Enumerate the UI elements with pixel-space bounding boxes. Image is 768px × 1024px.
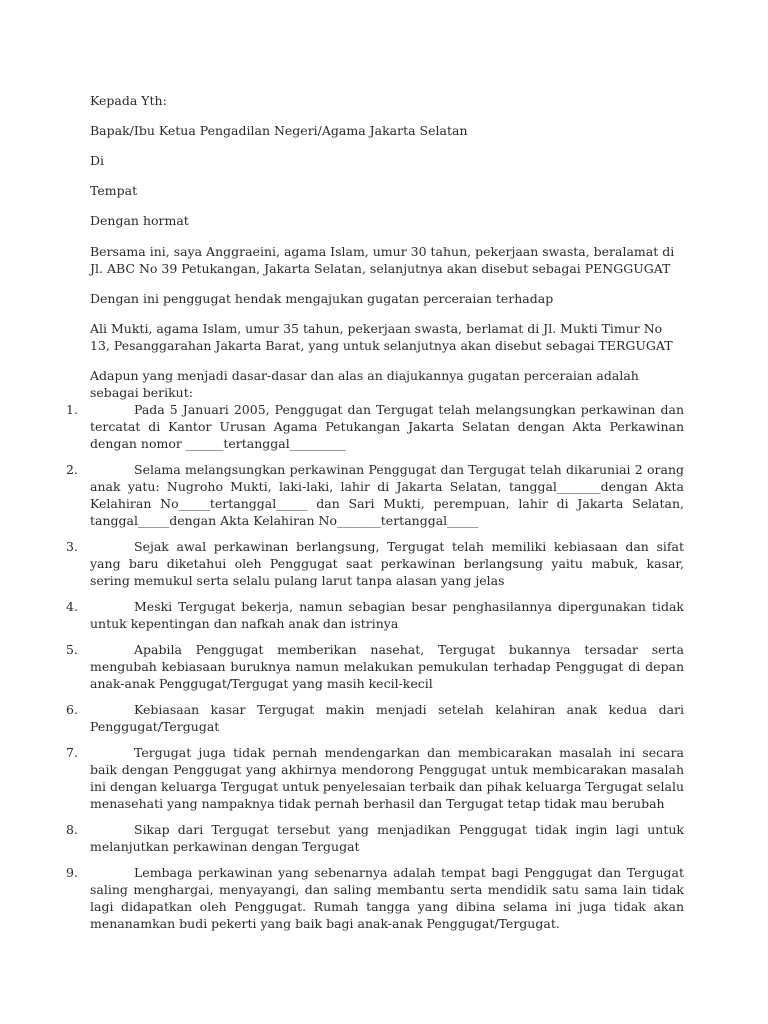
item-text: Sejak awal perkawinan berlangsung, Tergugat telah memiliki kebiasaan dan sifat yang baru diketahui oleh Penggugat saat perkawinan berlangsung yaitu mabuk, kasar, sering memukul serta selalu pulang larut tanpa alasan yang jelas bbox=[90, 539, 684, 588]
item-text: Apabila Penggugat memberikan nasehat, Tergugat bukannya tersadar serta mengubah kebiasaan buruknya namun melakukan pemukulan terhadap Penggugat di depan anak-anak Penggugat/Tergugat yang masih kecil-kecil bbox=[90, 642, 684, 691]
addressee-line: Kepada Yth: bbox=[90, 93, 167, 108]
list-item bbox=[66, 641, 684, 692]
item-number: 3. bbox=[66, 539, 78, 554]
list-item bbox=[66, 744, 684, 812]
item-text: Sikap dari Tergugat tersebut yang menjadikan Penggugat tidak ingin lagi untuk melanjutkan perkawinan dengan Tergugat bbox=[90, 822, 684, 854]
defendant-paragraph: Ali Mukti, agama Islam, umur 35 tahun, pekerjaan swasta, berlamat di Jl. Mukti Timur No 13, Pesanggarahan Jakarta Barat, yang untuk selanjutnya akan disebut sebagai TERGUGAT bbox=[90, 321, 673, 353]
item-text: Kebiasaan kasar Tergugat makin menjadi setelah kelahiran anak kedua dari Penggugat/Tergugat bbox=[90, 702, 684, 734]
di-line: Di bbox=[90, 153, 105, 168]
item-text: Pada 5 Januari 2005, Penggugat dan Tergugat telah melangsungkan perkawinan dan tercatat di Kantor Urusan Agama Petukangan Jakarta Selatan dengan Akta Perkawinan dengan nomor ______tertanggal_________ bbox=[90, 402, 684, 451]
list-item bbox=[66, 598, 684, 632]
item-number: 1. bbox=[66, 402, 78, 417]
grounds-list bbox=[66, 401, 684, 932]
item-number: 2. bbox=[66, 462, 78, 477]
list-item bbox=[66, 538, 684, 589]
place-line: Tempat bbox=[90, 183, 138, 198]
greeting-line: Dengan hormat bbox=[90, 213, 189, 228]
item-number: 5. bbox=[66, 642, 78, 657]
list-item bbox=[66, 821, 684, 855]
item-number: 6. bbox=[66, 702, 78, 717]
list-item bbox=[66, 461, 684, 529]
item-number: 7. bbox=[66, 745, 78, 760]
statement-paragraph: Dengan ini penggugat hendak mengajukan gugatan perceraian terhadap bbox=[90, 291, 554, 306]
item-text: Lembaga perkawinan yang sebenarnya adalah tempat bagi Penggugat dan Tergugat saling menghargai, menyayangi, dan saling membantu serta mendidik satu sama lain tidak lagi didapatkan oleh Penggugat. Rumah tangga yang dibina selama ini juga tidak akan menanamkan budi pekerti yang baik bagi anak-anak Penggugat/Tergugat. bbox=[90, 865, 684, 931]
item-text: Tergugat juga tidak pernah mendengarkan dan membicarakan masalah ini secara baik dengan Penggugat yang akhirnya mendorong Penggugat untuk membicarakan masalah ini dengan keluarga Tergugat untuk penyelesaian terbaik dan pihak keluarga Tergugat selalu menasehati yang nampaknya tidak pernah berhasil dan Tergugat tetap tidak mau berubah bbox=[90, 745, 684, 811]
item-text: Selama melangsungkan perkawinan Penggugat dan Tergugat telah dikaruniai 2 orang anak yatu: Nugroho Mukti, laki-laki, lahir di Jakarta Selatan, tanggal_______dengan Akta Kelahiran No_____tertanggal_____ dan Sari Mukti, perempuan, lahir di Jakarta Selatan, tanggal_____dengan Akta Kelahiran No_______tertanggal_____ bbox=[90, 462, 684, 528]
item-number: 4. bbox=[66, 599, 78, 614]
item-number: 8. bbox=[66, 822, 78, 837]
plaintiff-paragraph: Bersama ini, saya Anggraeini, agama Islam, umur 30 tahun, pekerjaan swasta, beralamat di Jl. ABC No 39 Petukangan, Jakarta Selatan, selanjutnya akan disebut sebagai PENGGUGAT bbox=[90, 244, 675, 276]
recipient-line: Bapak/Ibu Ketua Pengadilan Negeri/Agama Jakarta Selatan bbox=[90, 123, 468, 138]
list-item bbox=[66, 701, 684, 735]
item-number: 9. bbox=[66, 865, 78, 880]
item-text: Meski Tergugat bekerja, namun sebagian besar penghasilannya dipergunakan tidak untuk kepentingan dan nafkah anak dan istrinya bbox=[90, 599, 684, 631]
grounds-intro: Adapun yang menjadi dasar-dasar dan alas an diajukannya gugatan perceraian adalah sebagai berikut: bbox=[90, 368, 639, 400]
list-item bbox=[66, 401, 684, 452]
list-item bbox=[66, 864, 684, 932]
